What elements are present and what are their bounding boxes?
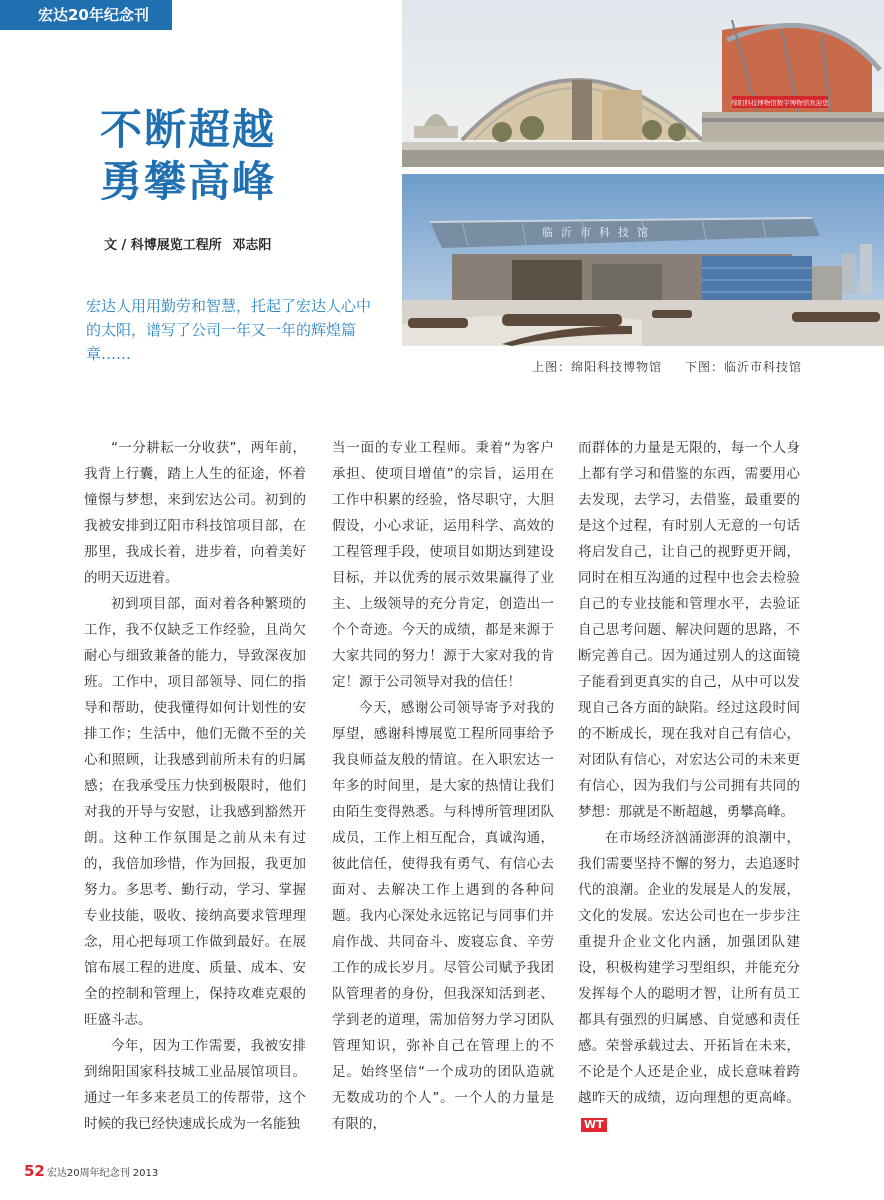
photo-mianyang-museum — [402, 0, 884, 167]
page-number: 52 — [24, 1162, 45, 1180]
linyi-museum-illustration — [402, 174, 884, 346]
paragraph: 当一面的专业工程师。秉着“为客户承担、使项目增值”的宗旨，运用在工作中积累的经验，恪尽职守，大胆假设，小心求证，运用科学、高效的工程管理手段，使项目如期达到建设目标，并以优秀的展示效果赢得了业主、上级领导的充分肯定，创造出一个个奇迹。今天的成绩，都是来源于大家共同的努力！源于大家对我的肯定！源于公司领导对我的信任！ — [332, 440, 554, 690]
photo-caption — [402, 358, 802, 375]
caption-bottom-photo: 下图：临沂市科技馆 — [684, 360, 802, 374]
title-line-1: 不断超越 — [100, 105, 277, 154]
paragraph: “一分耕耘一分收获”，两年前，我背上行囊，踏上人生的征途，怀着憧憬与梦想，来到宏达公司。初到的我被安排到辽阳市科技馆项目部，在那里，我成长着，进步着，向着美好的明天迈进着。 — [84, 440, 306, 586]
paragraph: 而群体的力量是无限的，每一个人身上都有学习和借鉴的东西，需要用心去发现，去学习，去借鉴，最重要的是这个过程，有时别人无意的一句话将启发自己，让自己的视野更开阔，同时在相互沟通的过程中也会去检验自己的专业技能和管理水平，去验证自己思考问题、解决问题的思路，不断完善自己。因为通过别人的这面镜子能看到更真实的自己，从中可以发现自己各方面的缺陷。经过这段时间的不断成长，现在我对自己有信心，对团队有信心，对宏达公司的未来更有信心，因为我们与公司拥有共同的梦想：那就是不断超越，勇攀高峰。 — [578, 440, 800, 820]
paragraph: 今年，因为工作需要，我被安排到绵阳国家科技城工业品展馆项目。通过一年多来老员工的传帮带，这个时候的我已经快速成长成为一名能独 — [84, 1038, 306, 1132]
byline-author: 邓志阳 — [232, 238, 272, 253]
byline — [104, 234, 271, 253]
paragraph: 初到项目部，面对着各种繁琐的工作，我不仅缺乏工作经验，且尚欠耐心与细致兼备的能力，导致深夜加班。工作中，项目部领导、同仁的指导和帮助，使我懂得如何计划性的安排工作；生活中，他们无微不至的关心和照顾，让我感到前所未有的归属感；在我承受压力快到极限时，他们对我的开导与安慰，让我感到豁然开朗。这种工作氛围是之前从未有过的，我倍加珍惜，作为回报，我更加努力。多思考、勤行动，学习、掌握专业技能，吸收、接纳高要求管理理念，用心把每项工作做到最好。在展馆布展工程的进度、质量、成本、安全的控制和管理上，保持攻难克艰的旺盛斗志。 — [84, 596, 306, 1028]
building-sign-text: 临沂市科技馆 — [542, 226, 656, 239]
photo-linyi-museum — [402, 174, 884, 346]
page-footer — [24, 1162, 158, 1180]
body-column-1 — [84, 435, 306, 1137]
publication-tab — [0, 0, 172, 30]
paragraph-text: 在市场经济汹涌澎湃的浪潮中，我们需要坚持不懈的努力，去追逐时代的浪潮。企业的发展是人的发展，文化的发展。宏达公司也在一步步注重提升企业文化内涵，加强团队建设，积极构建学习型组织，并能充分发挥每个人的聪明才智，让所有员工都具有强烈的归属感、自觉感和责任感。荣誉承载过去、开拓旨在未来，不论是个人还是企业，成长意味着跨越昨天的成绩，迈向理想的更高峰。 — [578, 830, 800, 1106]
publication-label: 宏达20年纪念刊 — [38, 6, 149, 24]
byline-department: 文 / 科博展览工程所 — [104, 238, 222, 253]
caption-top-photo: 上图：绵阳科技博物馆 — [532, 360, 663, 374]
end-mark-badge: WT — [581, 1118, 607, 1132]
museum-banner-text: 绵阳科技博物馆数字博物馆欢迎您 — [731, 99, 829, 107]
article-intro: 宏达人用用勤劳和智慧，托起了宏达人心中的太阳，谱写了公司一年又一年的辉煌篇章…… — [86, 297, 372, 363]
body-column-3 — [578, 435, 800, 1137]
footer-text: 宏达20周年纪念刊 2013 — [46, 1168, 159, 1179]
body-column-2 — [332, 435, 554, 1137]
paragraph: 今天，感谢公司领导寄予对我的厚望，感谢科博展览工程所同事给予我良师益友般的情谊。在入职宏达一年多的时间里，是大家的热情让我们由陌生变得熟悉。与科博所管理团队成员，工作上相互配合，真诚沟通，彼此信任，使得我有勇气、有信心去面对、去解决工作上遇到的各种问题。我内心深处永远铭记与同事们并肩作战、共同奋斗、废寝忘食、辛劳工作的成长岁月。尽管公司赋予我团队管理者的身份，但我深知活到老、学到老的道理，需加倍努力学习团队管理知识，弥补自己在管理上的不足。始终坚信“一个成功的团队造就无数成功的个人”。一个人的力量是有限的， — [332, 700, 554, 1132]
article-title — [100, 104, 276, 208]
mianyang-museum-illustration — [402, 0, 884, 167]
title-line-2: 勇攀高峰 — [100, 157, 277, 206]
paragraph — [578, 825, 800, 1137]
